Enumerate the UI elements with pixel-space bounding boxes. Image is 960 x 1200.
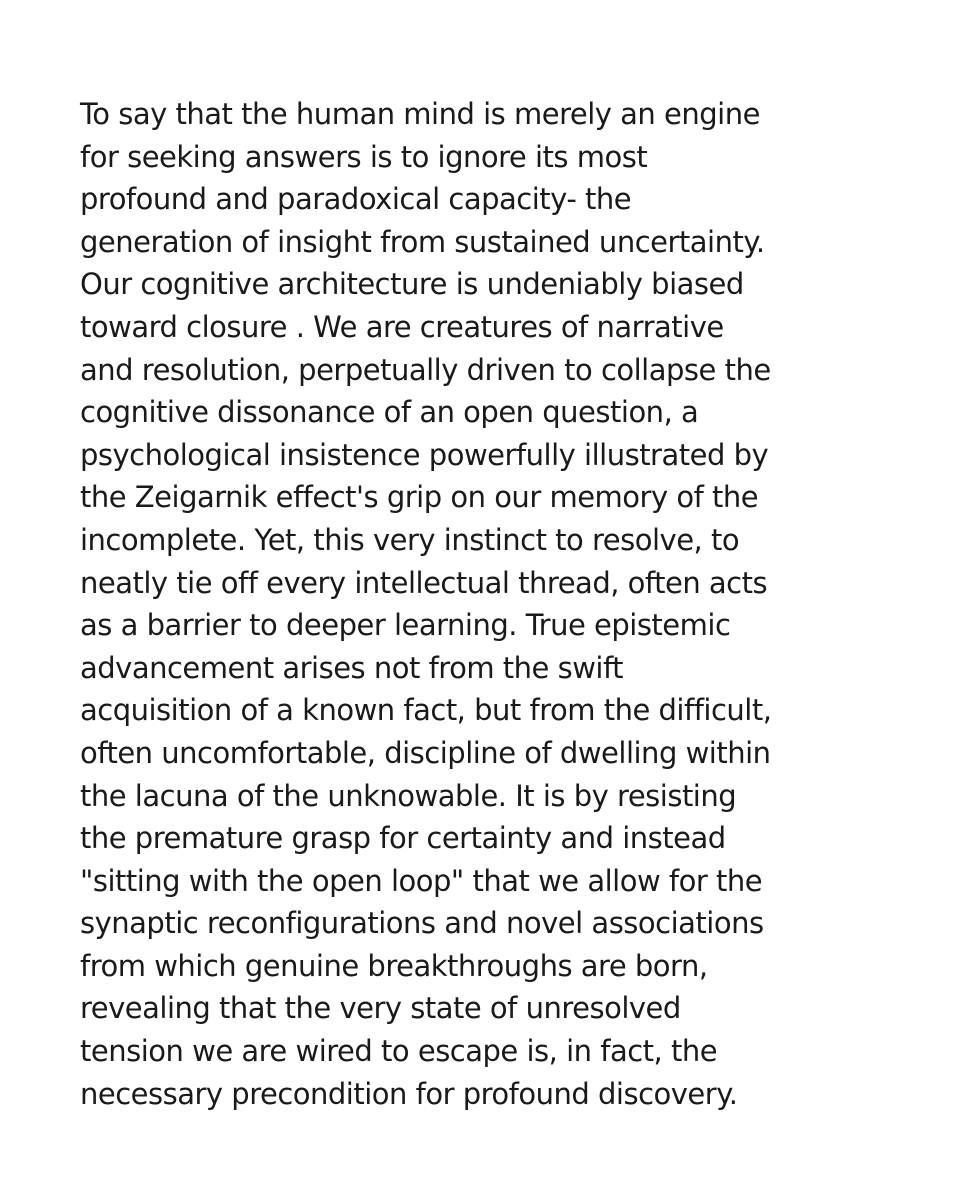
text-line: acquisition of a known fact, but from the difficult, — [80, 693, 772, 728]
text-line: necessary precondition for profound discovery. — [80, 1076, 738, 1111]
text-line: tension we are wired to escape is, in fact, the — [80, 1034, 718, 1069]
text-line: and resolution, perpetually driven to collapse the — [80, 352, 771, 387]
text-line: generation of insight from sustained uncertainty. — [80, 224, 765, 259]
text-line: Our cognitive architecture is undeniably biased — [80, 267, 744, 302]
text-line: often uncomfortable, discipline of dwelling within — [80, 735, 771, 770]
text-line: from which genuine breakthroughs are born, — [80, 948, 708, 983]
text-line: the Zeigarnik effect's grip on our memory of the — [80, 480, 759, 515]
text-line: "sitting with the open loop" that we allow for the — [80, 863, 763, 898]
text-line: toward closure . We are creatures of narrative — [80, 309, 724, 344]
essay-paragraph — [80, 93, 880, 1115]
text-line: incomplete. Yet, this very instinct to resolve, to — [80, 522, 740, 557]
text-line: for seeking answers is to ignore its most — [80, 139, 648, 174]
text-line: advancement arises not from the swift — [80, 650, 624, 685]
text-line: as a barrier to deeper learning. True epistemic — [80, 608, 731, 643]
text-line: the lacuna of the unknowable. It is by resisting — [80, 778, 737, 813]
text-line: revealing that the very state of unresolved — [80, 991, 681, 1026]
text-line: cognitive dissonance of an open question, a — [80, 395, 699, 430]
text-line: the premature grasp for certainty and instead — [80, 821, 726, 856]
text-line: synaptic reconfigurations and novel associations — [80, 906, 764, 941]
text-line: To say that the human mind is merely an engine — [80, 97, 760, 131]
text-line: psychological insistence powerfully illustrated by — [80, 437, 769, 472]
text-line: profound and paradoxical capacity- the — [80, 182, 632, 217]
text-line: neatly tie off every intellectual thread, often acts — [80, 565, 768, 600]
